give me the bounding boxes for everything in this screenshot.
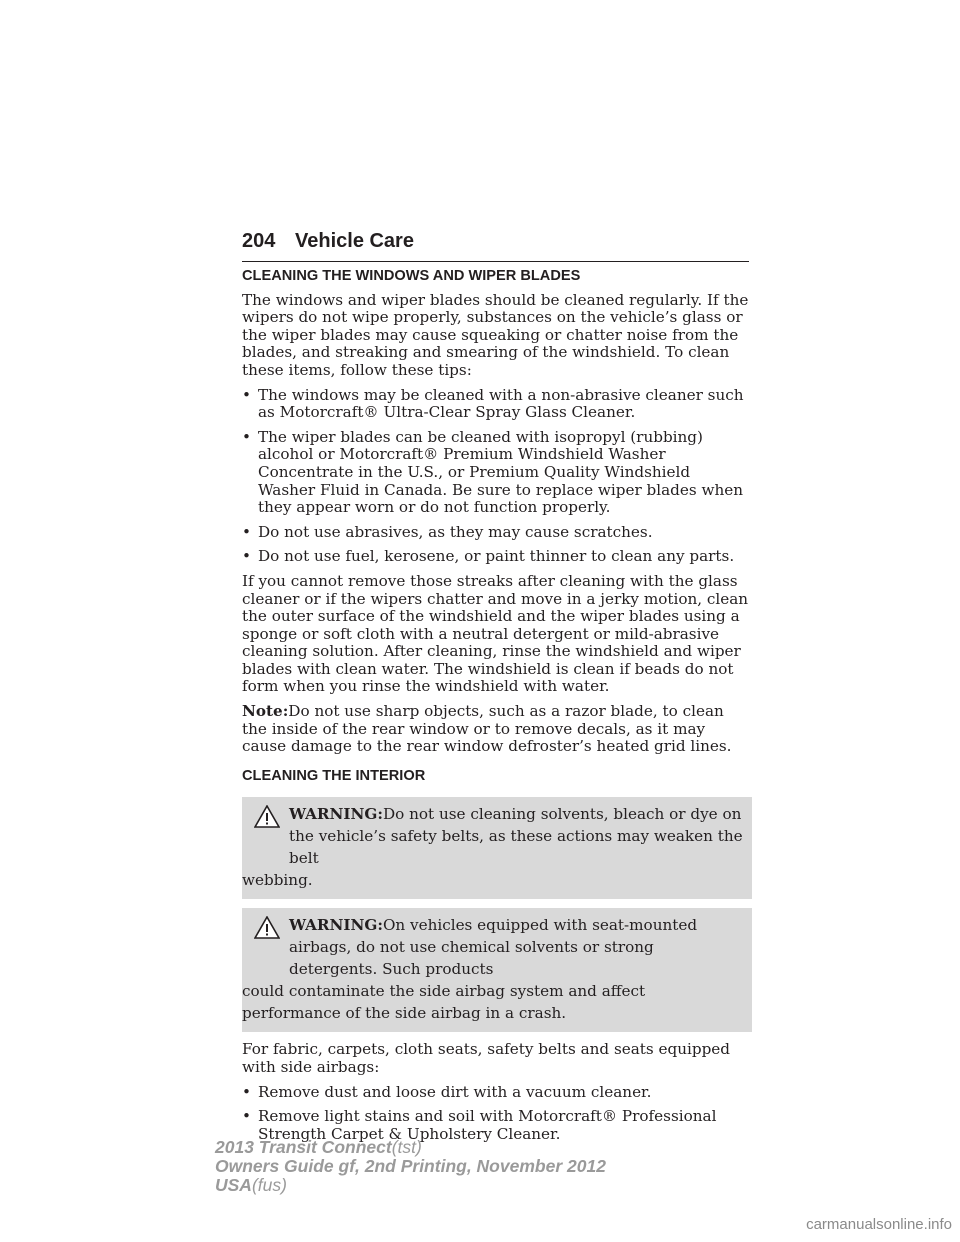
list-item: • The wiper blades can be cleaned with isopropyl (rubbing) alcohol or Motorcraft® Premium Windshield Washer Concentrate in the U.S., or Premium Quality Windshield Washer Fluid in Canada. Be sure to replace wiper blades when they appear worn or do not function properly.	[242, 427, 744, 517]
footer-guide: Owners Guide gf, 2nd Printing, November 2012	[215, 1156, 606, 1176]
page-footer: 2013 Transit Connect(tst) Owners Guide gf, 2nd Printing, November 2012 USA(fus)	[215, 1137, 606, 1195]
windows-heading: CLEANING THE WINDOWS AND WIPER BLADES	[242, 268, 581, 284]
fabric-intro: For fabric, carpets, cloth seats, safety belts and seats equipped with side airbags:	[242, 1040, 731, 1077]
note-paragraph: Note:Do not use sharp objects, such as a razor blade, to clean the inside of the rear window or to remove decals, as it may cause damage to the rear window defroster’s heated grid lines.	[242, 702, 732, 756]
watermark: carmanualsonline.info	[806, 1216, 952, 1233]
section-title: Vehicle Care	[295, 230, 414, 252]
note-label: Note:	[242, 702, 289, 721]
page-header	[242, 228, 749, 262]
page-content	[242, 268, 752, 1150]
warning-label: WARNING:	[289, 805, 383, 824]
warning-triangle-icon	[254, 805, 280, 828]
streaks-paragraph: If you cannot remove those streaks after cleaning with the glass cleaner or if the wipers chatter and move in a jerky motion, clean the outer surface of the windshield and the wiper blades using a sponge or soft cloth with a neutral detergent or mild-abrasive cleaning solution. After cleaning, rinse the windshield and wiper blades with clean water. The windshield is clean if beads do not form when you rinse the windshield with water.	[242, 571, 749, 696]
list-item: • Do not use fuel, kerosene, or paint thinner to clean any parts.	[242, 547, 735, 566]
list-item: • Remove light stains and soil with Motorcraft® Professional Strength Carpet & Upholstery Cleaner.	[242, 1107, 717, 1143]
footer-market: USA	[215, 1175, 252, 1195]
footer-model: 2013 Transit Connect	[215, 1137, 392, 1157]
warning-label: WARNING:	[289, 916, 383, 935]
warning-box: WARNING:On vehicles equipped with seat-mounted airbags, do not use chemical solvents or strong detergents. Such products could contaminate the side airbag system and affect performance of the side airbag in a crash.	[242, 908, 752, 1032]
interior-heading: CLEANING THE INTERIOR	[242, 767, 426, 784]
list-item: • Do not use abrasives, as they may cause scratches.	[242, 522, 653, 541]
windows-intro: The windows and wiper blades should be cleaned regularly. If the wipers do not wipe properly, substances on the vehicle’s glass or the wiper blades may cause squeaking or chatter noise from the blades, and streaking and smearing of the windshield. To clean these items, follow these tips:	[242, 290, 749, 379]
warning-box: WARNING:Do not use cleaning solvents, bleach or dye on the vehicle’s safety belts, as these actions may weaken the belt webbing.	[242, 797, 752, 899]
page-number: 204	[242, 230, 276, 252]
list-item: • The windows may be cleaned with a non-abrasive cleaner such as Motorcraft® Ultra-Clear Spray Glass Cleaner.	[242, 385, 744, 422]
list-item: • Remove dust and loose dirt with a vacuum cleaner.	[242, 1082, 652, 1101]
warning-triangle-icon	[254, 916, 280, 939]
